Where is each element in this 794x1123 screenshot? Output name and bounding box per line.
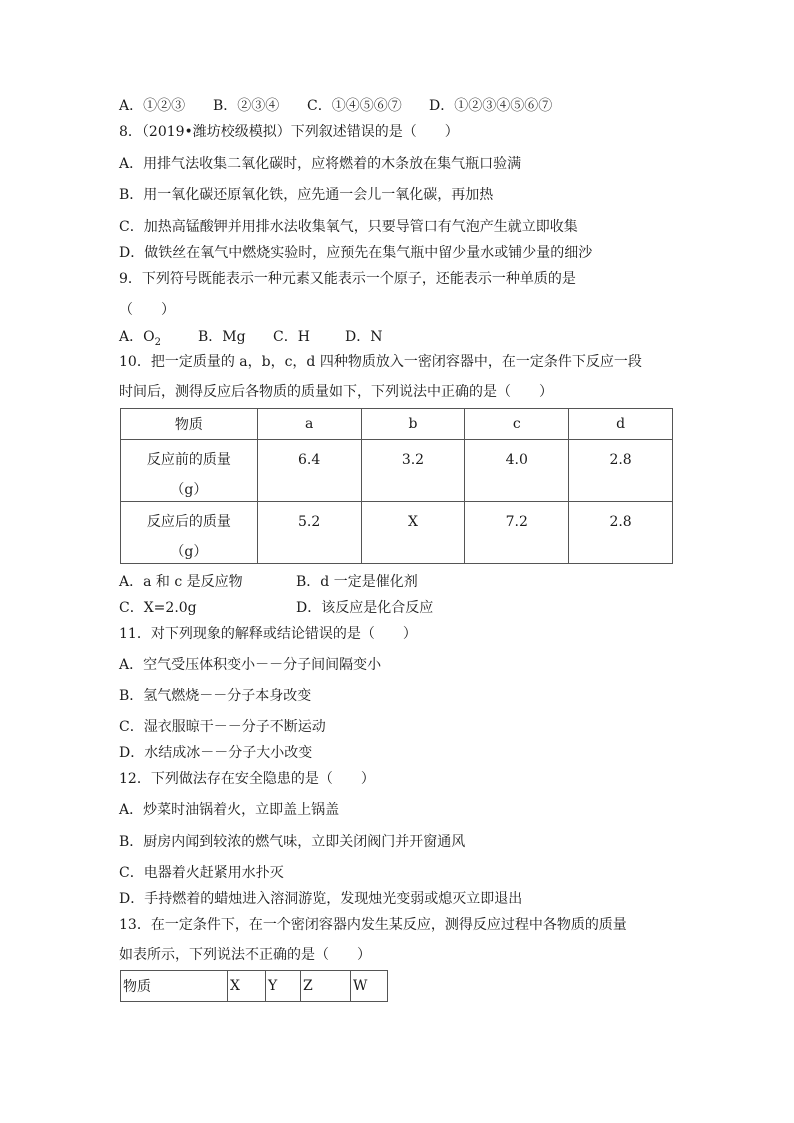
q10-header-substance: 物质 — [121, 409, 258, 440]
q7-option-c: C．①④⑤⑥⑦ — [307, 98, 402, 114]
table-cell — [257, 502, 361, 564]
q9-option-d: D．N — [345, 329, 383, 345]
table-cell-value: 7.2 — [505, 514, 528, 530]
q10-options-row1 — [119, 573, 418, 591]
table-cell — [569, 502, 673, 564]
q13-header-w: W — [351, 971, 388, 1002]
table-cell — [569, 440, 673, 502]
table-cell — [361, 502, 465, 564]
table-cell-value: 4.0 — [505, 452, 528, 468]
q8-option-a: A．用排气法收集二氧化碳时，应将燃着的木条放在集气瓶口验满 — [119, 156, 522, 172]
table-cell-value: 2.8 — [609, 514, 632, 530]
q10-table — [120, 408, 673, 564]
q10-table-header-row — [121, 409, 673, 440]
q9-option-a-text: A．O — [119, 329, 155, 345]
table-cell-value: 5.2 — [298, 514, 321, 530]
q10-row-label-text: 反应后的质量 — [146, 514, 231, 530]
q13-header-z: Z — [301, 971, 351, 1002]
q10-row-label-unit: （g） — [170, 544, 208, 560]
q13-header-y: Y — [266, 971, 301, 1002]
table-cell — [465, 440, 569, 502]
table-cell-value: 2.8 — [609, 452, 632, 468]
table-cell-value: 6.4 — [298, 452, 321, 468]
table-cell — [257, 440, 361, 502]
q11-option-a: A．空气受压体积变小－－分子间间隔变小 — [119, 657, 382, 673]
q10-header-d: d — [569, 409, 673, 440]
q10-header-a: a — [257, 409, 361, 440]
q10-option-c: C．X=2.0g — [119, 600, 197, 616]
q7-option-b: B．②③④ — [213, 98, 280, 114]
q12-option-b: B．厨房内闻到较浓的燃气味，立即关闭阀门并开窗通风 — [119, 834, 466, 850]
q10-header-c: c — [465, 409, 569, 440]
q10-option-a: A．a 和 c 是反应物 — [119, 574, 243, 590]
q9-options — [119, 328, 382, 352]
q7-option-a: A．①②③ — [119, 98, 186, 114]
q10-option-b: B．d 一定是催化剂 — [296, 574, 418, 590]
table-cell-value: X — [407, 514, 418, 530]
table-row — [121, 502, 673, 564]
table-cell — [465, 502, 569, 564]
table-cell-value: 3.2 — [401, 452, 425, 468]
q9-option-b: B．Mg — [198, 329, 246, 345]
table-row — [121, 440, 673, 502]
q9-option-a — [119, 328, 198, 352]
q9-option-a-subscript: 2 — [154, 336, 161, 348]
q10-stem-line2: 时间后，测得反应后各物质的质量如下，下列说法中正确的是（ ） — [119, 384, 553, 400]
q8-option-d: D．做铁丝在氧气中燃烧实验时，应预先在集气瓶中留少量水或铺少量的细沙 — [119, 245, 593, 261]
q11-option-d: D．水结成冰－－分子大小改变 — [119, 745, 313, 761]
q13-table — [120, 970, 388, 1002]
table-cell — [361, 440, 465, 502]
q8-option-c: C．加热高锰酸钾并用排水法收集氧气，只要导管口有气泡产生就立即收集 — [119, 219, 578, 235]
q13-header-x: X — [228, 971, 266, 1002]
q12-option-a: A．炒菜时油锅着火，立即盖上锅盖 — [119, 802, 340, 818]
q10-option-d: D．该反应是化合反应 — [296, 600, 434, 616]
q9-option-c: C．H — [273, 329, 310, 345]
q10-row-label-unit: （g） — [170, 482, 208, 498]
q10-stem-line1: 10．把一定质量的 a，b，c，d 四种物质放入一密闭容器中，在一定条件下反应一段 — [119, 354, 642, 370]
q12-option-c: C．电器着火赶紧用水扑灭 — [119, 865, 284, 881]
q12-stem: 12．下列做法存在安全隐患的是（ ） — [119, 771, 375, 787]
q13-table-header-row — [121, 971, 388, 1002]
q11-option-c: C．湿衣服晾干－－分子不断运动 — [119, 719, 326, 735]
q11-stem: 11．对下列现象的解释或结论错误的是（ ） — [119, 626, 417, 642]
q10-row-label — [121, 440, 258, 502]
q13-header-substance: 物质 — [121, 971, 228, 1002]
q13-stem-line1: 13．在一定条件下，在一个密闭容器内发生某反应，测得反应过程中各物质的质量 — [119, 917, 627, 933]
q10-options-row2 — [119, 599, 433, 617]
q12-option-d: D．手持燃着的蜡烛进入溶洞游览，发现烛光变弱或熄灭立即退出 — [119, 891, 523, 907]
q13-stem-line2: 如表所示，下列说法不正确的是（ ） — [119, 947, 371, 963]
q7-option-d: D．①②③④⑤⑥⑦ — [429, 98, 553, 114]
q9-stem-line2: （ ） — [119, 302, 175, 318]
q8-stem: 8．（2019•潍坊校级模拟）下列叙述错误的是（ ） — [119, 124, 459, 140]
q10-row-label — [121, 502, 258, 564]
q8-option-b: B．用一氧化碳还原氧化铁，应先通一会儿一氧化碳，再加热 — [119, 187, 494, 203]
q11-option-b: B．氢气燃烧－－分子本身改变 — [119, 688, 312, 704]
q10-header-b: b — [361, 409, 465, 440]
q10-row-label-text: 反应前的质量 — [146, 452, 231, 468]
q7-options — [119, 97, 552, 115]
q9-stem-line1: 9．下列符号既能表示一种元素又能表示一个原子，还能表示一种单质的是 — [119, 271, 576, 287]
